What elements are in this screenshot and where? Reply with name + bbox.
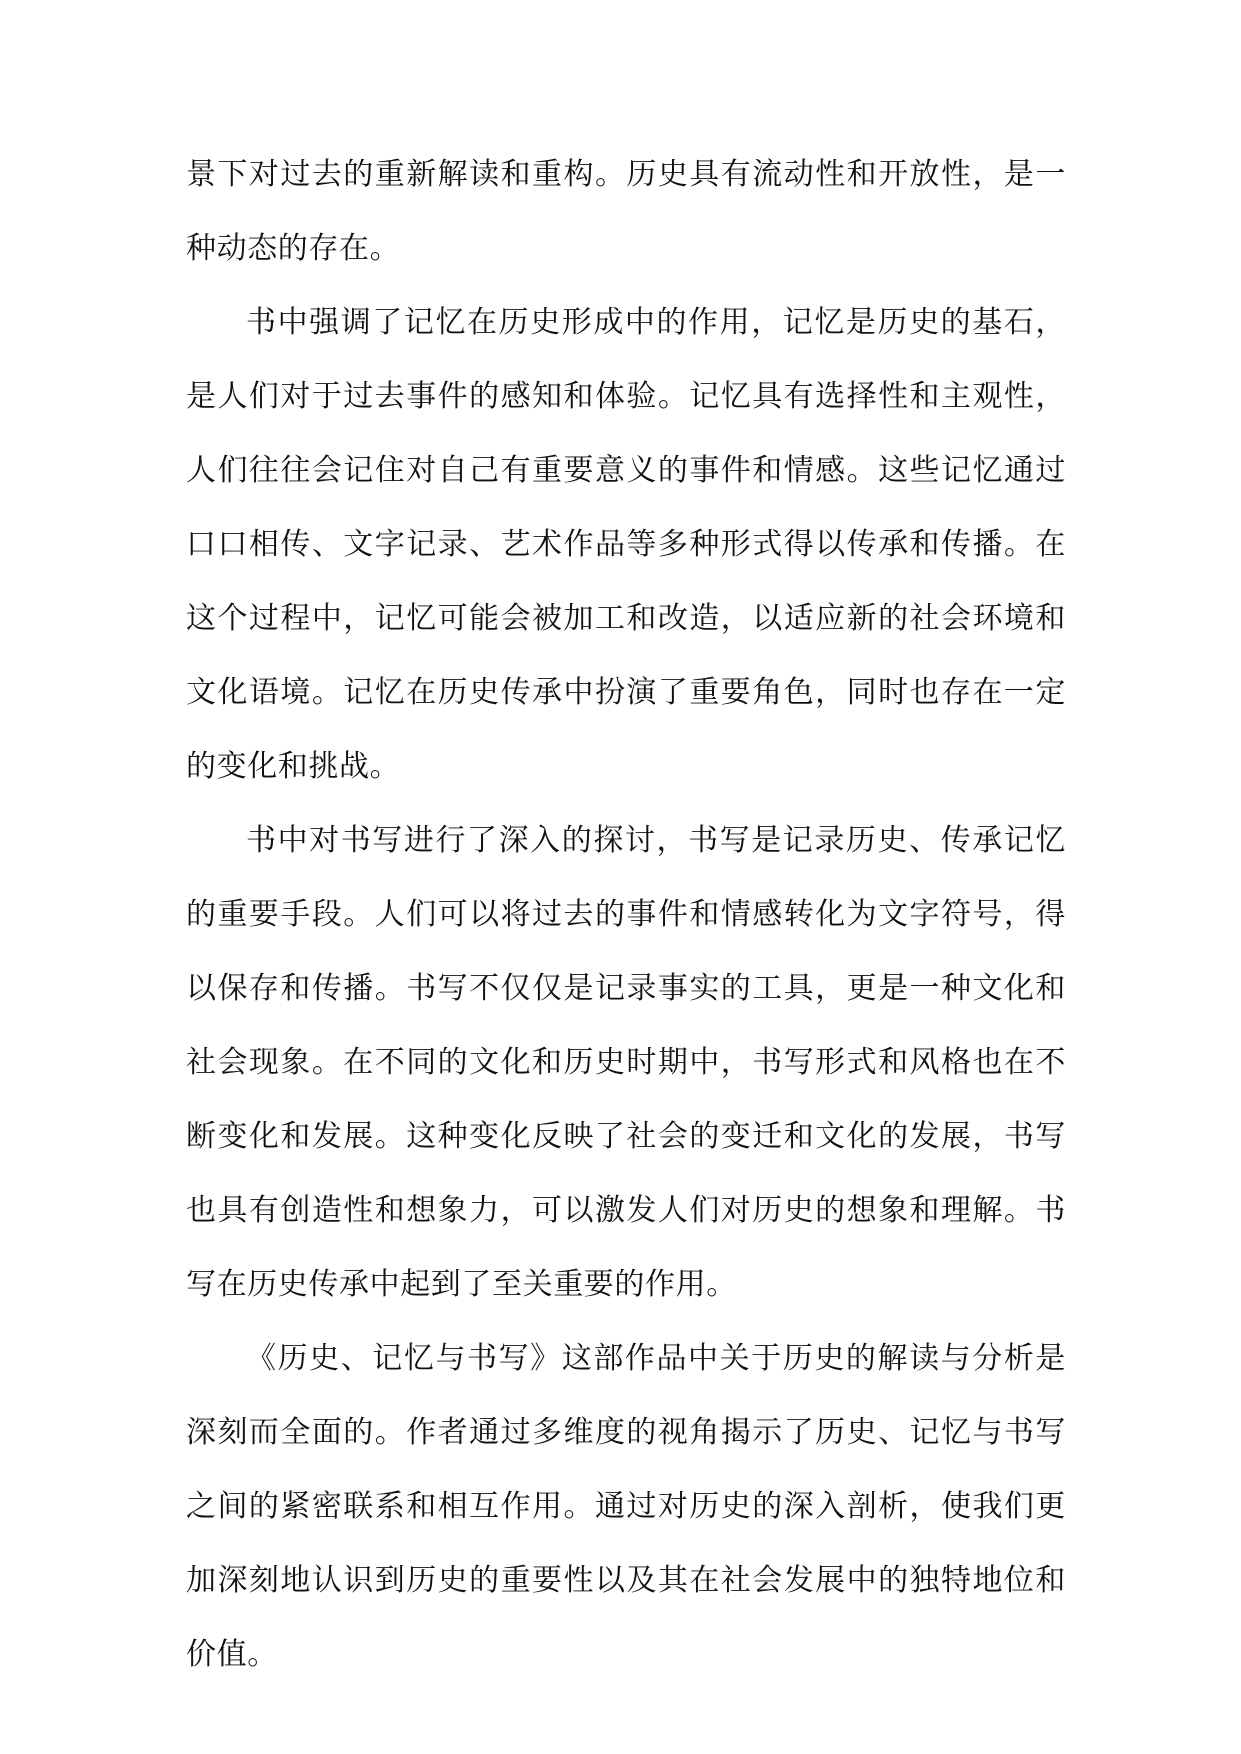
body-text — [186, 138, 1066, 1692]
paragraph-memory: 书中强调了记忆在历史形成中的作用，记忆是历史的基石，是人们对于过去事件的感知和体验。记忆具有选择性和主观性，人们往往会记住对自己有重要意义的事件和情感。这些记忆通过口口相传、文字记录、艺术作品等多种形式得以传承和传播。在这个过程中，记忆可能会被加工和改造，以适应新的社会环境和文化语境。记忆在历史传承中扮演了重要角色，同时也存在一定的变化和挑战。 — [186, 305, 1066, 784]
paragraph-writing: 书中对书写进行了深入的探讨，书写是记录历史、传承记忆的重要手段。人们可以将过去的事件和情感转化为文字符号，得以保存和传播。书写不仅仅是记录事实的工具，更是一种文化和社会现象。在不同的文化和历史时期中，书写形式和风格也在不断变化和发展。这种变化反映了社会的变迁和文化的发展，书写也具有创造性和想象力，可以激发人们对历史的想象和理解。书写在历史传承中起到了至关重要的作用。 — [186, 823, 1066, 1302]
paragraph-conclusion: 《历史、记忆与书写》这部作品中关于历史的解读与分析是深刻而全面的。作者通过多维度的视角揭示了历史、记忆与书写之间的紧密联系和相互作用。通过对历史的深入剖析，使我们更加深刻地认识到历史的重要性以及其在社会发展中的独特地位和价值。 — [186, 1341, 1066, 1672]
paragraph-continuation: 景下对过去的重新解读和重构。历史具有流动性和开放性，是一种动态的存在。 — [186, 157, 1066, 266]
